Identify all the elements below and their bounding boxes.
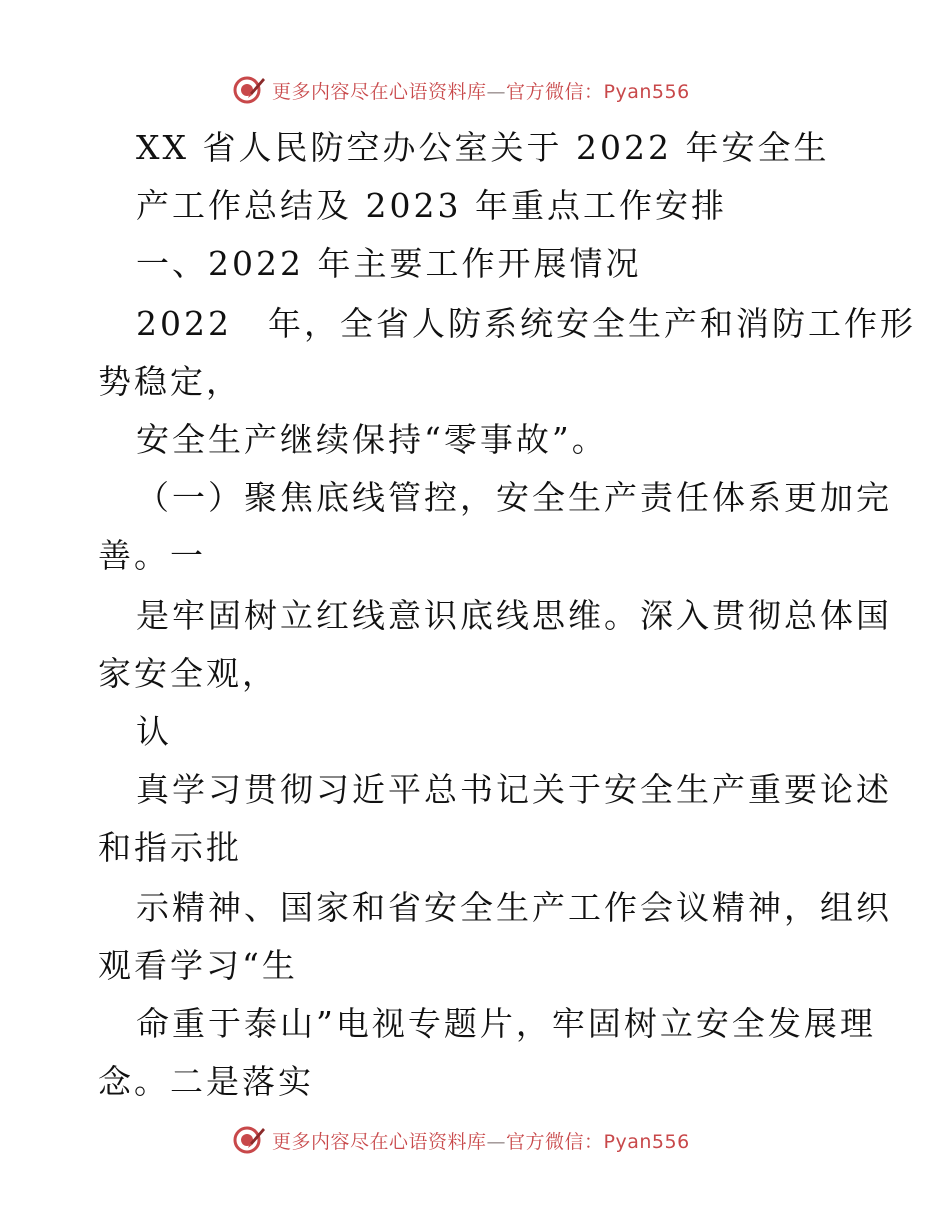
paragraph-line: 2022 年，全省人防系统安全生产和消防工作形: [136, 304, 916, 343]
title-line-2: 产工作总结及 2023 年重点工作安排: [136, 186, 727, 225]
banner-separator: —: [486, 1130, 507, 1153]
paragraph-line: 是牢固树立红线意识底线思维。深入贯彻总体国: [136, 596, 892, 635]
paragraph-line: 念。二是落实: [98, 1062, 314, 1101]
footer-banner[interactable]: [232, 1120, 712, 1160]
banner-wechat-label: 官方微信：: [506, 1130, 604, 1153]
paragraph-line: 善。一: [98, 536, 206, 575]
banner-text: [272, 1127, 690, 1154]
banner-wechat-id: Pyan556: [603, 1130, 690, 1153]
banner-wechat-label: 官方微信：: [506, 80, 604, 103]
paragraph-line: 真学习贯彻习近平总书记关于安全生产重要论述: [136, 770, 892, 809]
banner-site-name: 更多内容尽在心语资料库: [272, 80, 487, 103]
paragraph-line: 观看学习“生: [98, 946, 298, 985]
paragraph-line: 命重于泰山”电视专题片，牢固树立安全发展理: [136, 1004, 876, 1043]
banner-separator: —: [486, 80, 507, 103]
paragraph-line: 安全生产继续保持“零事故”。: [136, 420, 608, 459]
header-banner[interactable]: [232, 70, 712, 110]
paragraph-line: 家安全观，: [98, 654, 278, 693]
subsection-heading: （一）聚焦底线管控，安全生产责任体系更加完: [136, 478, 892, 517]
paragraph-line: 和指示批: [98, 828, 242, 867]
banner-site-name: 更多内容尽在心语资料库: [272, 1130, 487, 1153]
paragraph-line: 认: [136, 712, 172, 751]
paragraph-line: 示精神、国家和省安全生产工作会议精神，组织: [136, 888, 892, 927]
pen-logo-icon: [232, 73, 266, 107]
pen-logo-icon: [232, 1123, 266, 1157]
section-heading: 一、2022 年主要工作开展情况: [136, 244, 642, 283]
banner-text: [272, 77, 690, 104]
title-line-1: XX 省人民防空办公室关于 2022 年安全生: [136, 128, 830, 167]
banner-wechat-id: Pyan556: [603, 80, 690, 103]
paragraph-line: 势稳定，: [98, 362, 242, 401]
